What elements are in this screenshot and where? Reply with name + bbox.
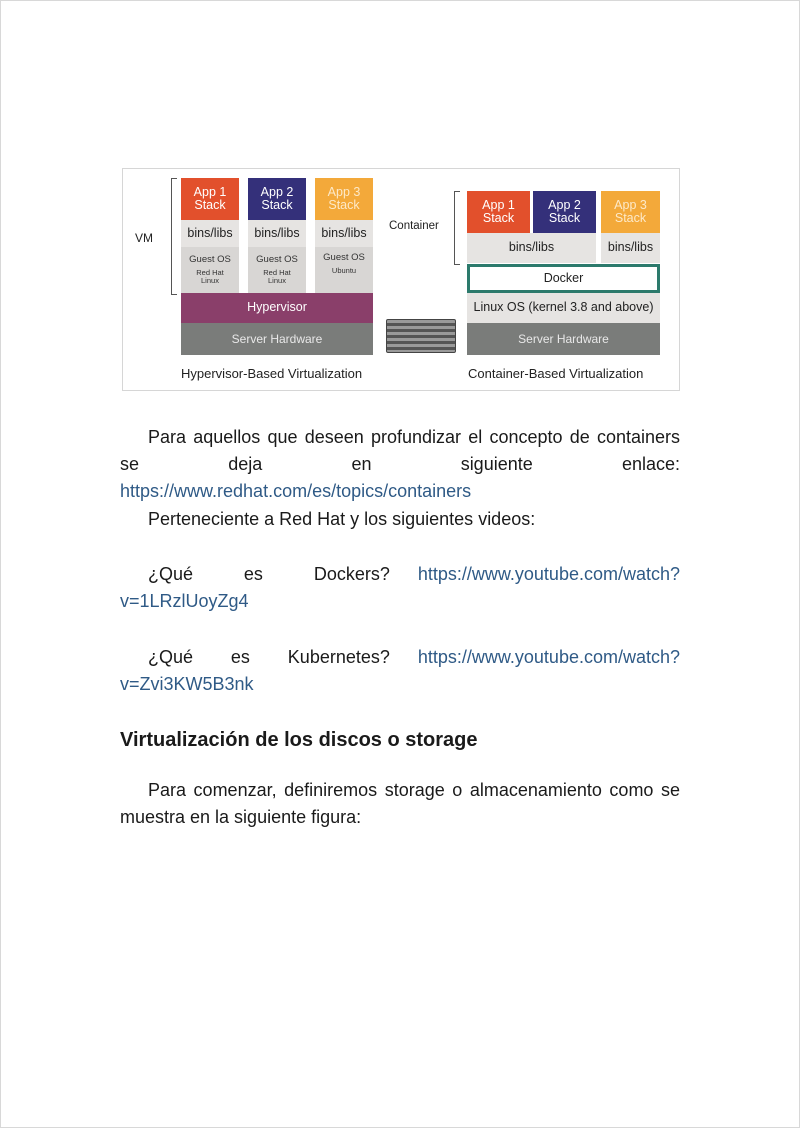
kubernetes-video-link[interactable]: https://www.youtube.com/watch? — [417, 647, 680, 667]
ct-caption: Container-Based Virtualization — [468, 366, 644, 381]
ct-bins-single: bins/libs — [601, 233, 660, 263]
ct-app2: App 2 Stack — [533, 191, 596, 233]
paragraph-3-line-1: Para comenzar, definiremos storage o almacenamiento como se — [148, 780, 680, 800]
kubernetes-question: ¿Qué es Kubernetes? — [148, 647, 390, 667]
hv-server-hardware: Server Hardware — [181, 323, 373, 355]
section-heading: Virtualización de los discos o storage — [120, 729, 478, 751]
redhat-containers-link[interactable]: https://www.redhat.com/es/topics/containers — [120, 481, 472, 501]
container-label: Container — [389, 220, 439, 232]
hv-guest-os-3: Guest OS Ubuntu — [315, 247, 373, 293]
ct-bins-shared: bins/libs — [467, 233, 596, 263]
hv-caption: Hypervisor-Based Virtualization — [181, 366, 363, 381]
linux-os-layer: Linux OS (kernel 3.8 and above) — [467, 293, 660, 323]
server-rack-image — [386, 319, 456, 353]
kubernetes-video-line — [120, 646, 680, 668]
kubernetes-video-link-cont[interactable]: v=Zvi3KW5B3nk — [120, 674, 254, 694]
paragraph-3-line-2: muestra en la siguiente figura: — [120, 807, 362, 827]
hv-guest-os-2: Guest OS Red Hat Linux — [248, 247, 306, 293]
vm-label: VM — [135, 231, 153, 245]
hv-bins-2: bins/libs — [248, 220, 306, 247]
hv-bins-3: bins/libs — [315, 220, 373, 247]
vm-bracket — [171, 178, 177, 295]
paragraph-1-line-1: Para aquellos que deseen profundizar el concepto de containers — [148, 427, 680, 447]
ct-server-hardware: Server Hardware — [467, 323, 660, 355]
docker-video-link-cont[interactable]: v=1LRzlUoyZg4 — [120, 591, 249, 611]
docker-video-link[interactable]: https://www.youtube.com/watch? — [417, 564, 680, 584]
docker-layer: Docker — [467, 264, 660, 293]
hypervisor-layer: Hypervisor — [181, 293, 373, 323]
docker-question: ¿Qué es Dockers? — [148, 564, 390, 584]
docker-video-line — [120, 563, 680, 585]
hv-guest-os-1: Guest OS Red Hat Linux — [181, 247, 239, 293]
hv-bins-1: bins/libs — [181, 220, 239, 247]
ct-app3: App 3 Stack — [601, 191, 660, 233]
container-bracket — [454, 191, 460, 265]
ct-app1: App 1 Stack — [467, 191, 530, 233]
virtualization-figure — [122, 168, 680, 391]
hv-app3: App 3 Stack — [315, 178, 373, 220]
paragraph-1-line-2: se deja en siguiente enlace: — [120, 454, 680, 474]
hv-app2: App 2 Stack — [248, 178, 306, 220]
paragraph-2: Perteneciente a Red Hat y los siguientes videos: — [148, 509, 536, 529]
hv-app1: App 1 Stack — [181, 178, 239, 220]
